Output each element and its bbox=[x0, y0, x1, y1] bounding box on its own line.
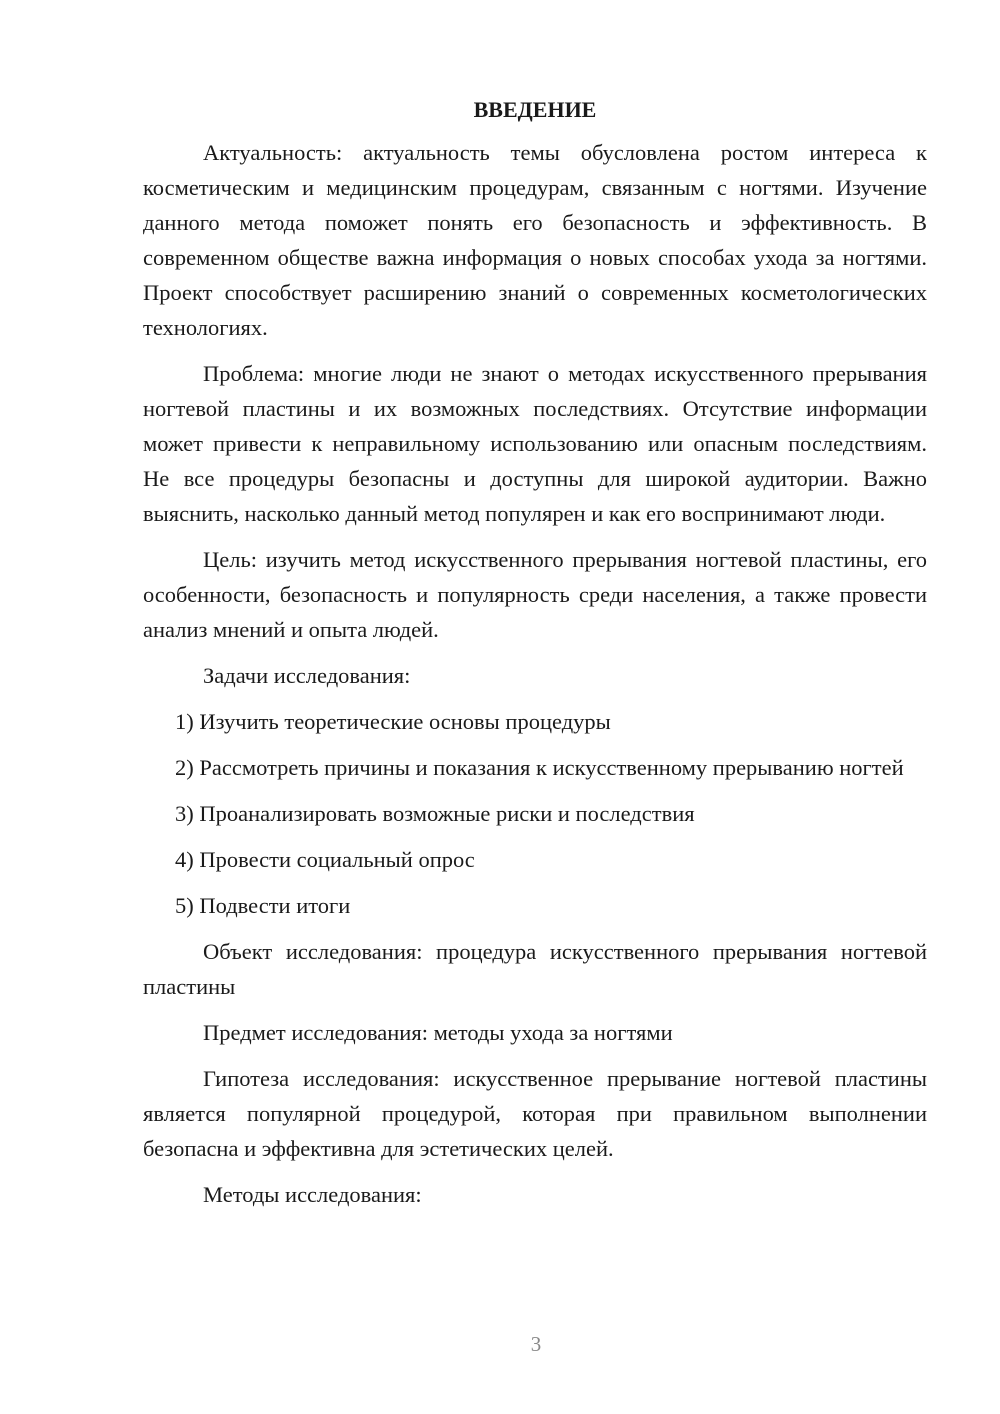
subject-paragraph: Предмет исследования: методы ухода за ногтями bbox=[203, 1020, 673, 1045]
problem-paragraph: Проблема: многие люди не знают о методах искусственного прерывания ногтевой пластины и их возможных последствиях. Отсутствие информации может привести к неправильному использованию или опасным последствиям. Не все процедуры безопасны и доступны для широкой аудитории. Важно выяснить, насколько данный метод популярен и как его воспринимают люди. bbox=[143, 361, 927, 526]
relevance-paragraph: Актуальность: актуальность темы обусловлена ростом интереса к косметическим и медицинским процедурам, связанным с ногтями. Изучение данного метода поможет понять его безопасность и эффективность. В современном обществе важна информация о новых способах ухода за ногтями. Проект способствует расширению знаний о современных косметологических технологиях. bbox=[143, 140, 927, 340]
section-title: ВВЕДЕНИЕ bbox=[473, 97, 597, 122]
methods-heading: Методы исследования: bbox=[203, 1182, 422, 1207]
object-paragraph: Объект исследования: процедура искусственного прерывания ногтевой пластины bbox=[143, 939, 927, 999]
task-item-4: 4) Провести социальный опрос bbox=[175, 847, 475, 872]
task-item-3: 3) Проанализировать возможные риски и последствия bbox=[175, 801, 695, 826]
task-item-2: 2) Рассмотреть причины и показания к искусственному прерыванию ногтей bbox=[175, 755, 904, 780]
tasks-heading: Задачи исследования: bbox=[203, 663, 411, 688]
document-page bbox=[143, 92, 927, 1223]
hypothesis-paragraph: Гипотеза исследования: искусственное прерывание ногтевой пластины является популярной процедурой, которая при правильном выполнении безопасна и эффективна для эстетических целей. bbox=[143, 1066, 927, 1161]
task-item-5: 5) Подвести итоги bbox=[175, 893, 351, 918]
page-number: 3 bbox=[530, 1332, 542, 1356]
goal-paragraph: Цель: изучить метод искусственного прерывания ногтевой пластины, его особенности, безопасность и популярность среди населения, а также провести анализ мнений и опыта людей. bbox=[143, 547, 927, 642]
task-item-1: 1) Изучить теоретические основы процедуры bbox=[175, 709, 611, 734]
